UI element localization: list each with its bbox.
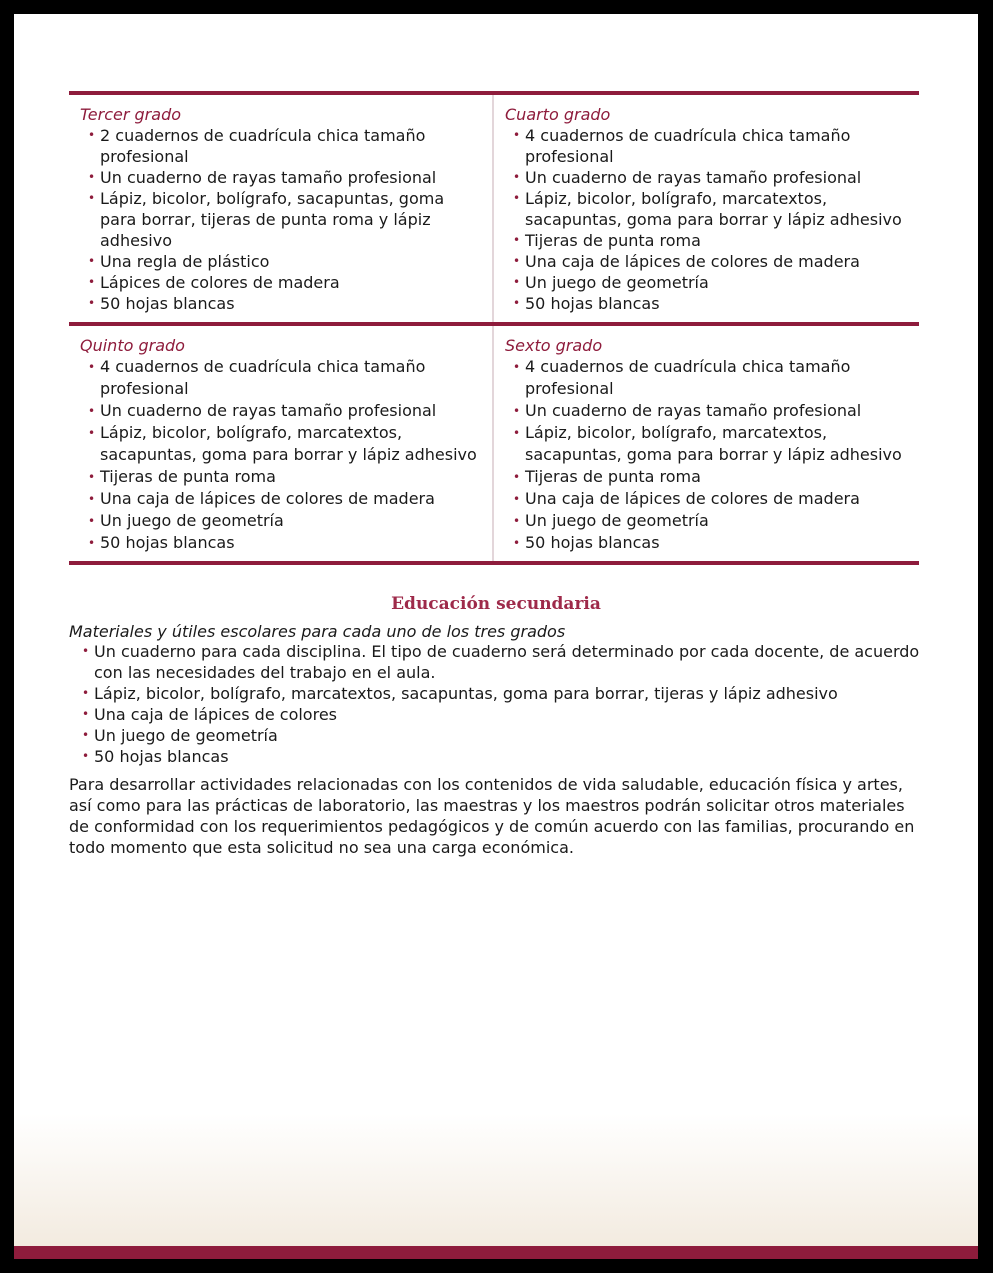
table-row xyxy=(69,322,919,565)
list-item: • 50 hojas blancas xyxy=(525,532,909,554)
materials-list xyxy=(80,356,482,554)
cell-quinto-grado xyxy=(69,326,494,561)
grades-table xyxy=(69,91,919,565)
list-item: • 50 hojas blancas xyxy=(94,746,934,767)
list-item: • Lápiz, bicolor, bolígrafo, marcatextos, sacapuntas, goma para borrar y lápiz adhesivo xyxy=(525,188,909,230)
list-item: • Una caja de lápices de colores xyxy=(94,704,934,725)
list-item: • 4 cuadernos de cuadrícula chica tamaño profesional xyxy=(525,125,909,167)
footer-band xyxy=(14,1246,978,1259)
body-paragraph: Para desarrollar actividades relacionadas con los contenidos de vida saludable, educación física y artes, así como para las prácticas de laboratorio, las maestras y los maestros podrán solicitar otros materiales de conformidad con los requerimientos pedagógicos y de común acuerdo con las familias, procurando en todo momento que esta solicitud no sea una carga económica. xyxy=(69,775,915,857)
list-item: • Lápiz, bicolor, bolígrafo, marcatextos, sacapuntas, goma para borrar y lápiz adhesivo xyxy=(525,422,909,466)
table-row xyxy=(69,91,919,322)
list-item: • 50 hojas blancas xyxy=(100,532,482,554)
list-item: • Un juego de geometría xyxy=(525,510,909,532)
list-item: • Lápiz, bicolor, bolígrafo, marcatextos, sacapuntas, goma para borrar, tijeras y lápiz adhesivo xyxy=(94,683,934,704)
list-item: • Lápiz, bicolor, bolígrafo, marcatextos, sacapuntas, goma para borrar y lápiz adhesivo xyxy=(100,422,482,466)
list-item: • Lápiz, bicolor, bolígrafo, sacapuntas, goma para borrar, tijeras de punta roma y lápiz adhesivo xyxy=(100,188,482,251)
grade-title: Cuarto grado xyxy=(505,105,611,124)
list-item: • Una regla de plástico xyxy=(100,251,482,272)
materials-list xyxy=(505,125,909,314)
list-item: • Un cuaderno de rayas tamaño profesional xyxy=(525,400,909,422)
section-subtitle: Materiales y útiles escolares para cada uno de los tres grados xyxy=(69,622,566,641)
grade-title: Sexto grado xyxy=(505,336,603,355)
document-page xyxy=(14,14,978,1259)
list-item: • Un cuaderno de rayas tamaño profesional xyxy=(100,167,482,188)
secundaria-materials xyxy=(94,641,934,767)
list-item: • 50 hojas blancas xyxy=(525,293,909,314)
list-item: • Un cuaderno para cada disciplina. El tipo de cuaderno será determinado por cada docente, de acuerdo con las necesidades del trabajo en el aula. xyxy=(94,641,934,683)
list-item: • Un cuaderno de rayas tamaño profesional xyxy=(525,167,909,188)
list-item: • 50 hojas blancas xyxy=(100,293,482,314)
list-item: • Lápices de colores de madera xyxy=(100,272,482,293)
grade-title: Quinto grado xyxy=(80,336,185,355)
list-item: • 4 cuadernos de cuadrícula chica tamaño profesional xyxy=(100,356,482,400)
list-item: • 4 cuadernos de cuadrícula chica tamaño profesional xyxy=(525,356,909,400)
list-item: • Una caja de lápices de colores de madera xyxy=(100,488,482,510)
list-item: • Tijeras de punta roma xyxy=(100,466,482,488)
cell-sexto-grado xyxy=(494,326,919,561)
list-item: • Un cuaderno de rayas tamaño profesional xyxy=(100,400,482,422)
list-item: • Tijeras de punta roma xyxy=(525,466,909,488)
list-item: • Tijeras de punta roma xyxy=(525,230,909,251)
cell-tercer-grado xyxy=(69,95,494,322)
list-item: • Un juego de geometría xyxy=(100,510,482,532)
list-item: • Un juego de geometría xyxy=(525,272,909,293)
materials-list xyxy=(505,356,909,554)
list-item: • Una caja de lápices de colores de madera xyxy=(525,251,909,272)
cell-cuarto-grado xyxy=(494,95,919,322)
materials-list xyxy=(80,125,482,314)
list-item: • 2 cuadernos de cuadrícula chica tamaño profesional xyxy=(100,125,482,167)
list-item: • Un juego de geometría xyxy=(94,725,934,746)
list-item: • Una caja de lápices de colores de madera xyxy=(525,488,909,510)
materials-list xyxy=(94,641,934,767)
section-title: Educación secundaria xyxy=(391,594,601,614)
grade-title: Tercer grado xyxy=(80,105,182,124)
